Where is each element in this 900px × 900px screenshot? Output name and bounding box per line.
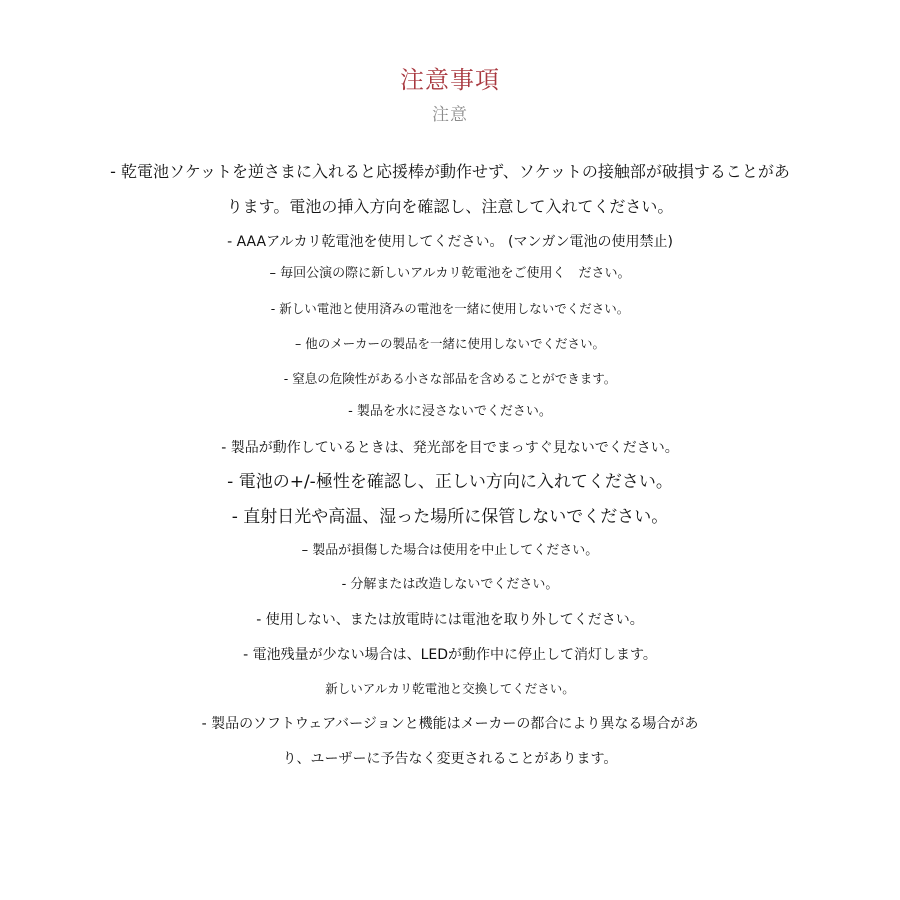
notice-line: - 分解または改造しないでください。 [341,577,559,592]
notice-line: り、ユーザーに予告なく変更されることがあります。 [282,751,618,767]
notice-line: - 電池の+/-極性を確認し、正しい方向に入れてください。 [227,472,673,492]
notice-line: - 製品が動作しているときは、発光部を目でまっすぐ見ないでください。 [221,440,679,456]
notice-line: - 使用しない、または放電時には電池を取り外してください。 [256,612,644,628]
notice-line: - 窒息の危険性がある小さな部品を含めることができます。 [283,371,617,386]
notice-line: - 製品のソフトウェアバージョンと機能はメーカーの都合により異なる場合があ [201,716,699,732]
notice-line: - 電池残量が少ない場合は、LEDが動作中に停止して消灯します。 [243,647,657,663]
notice-line: - 直射日光や高温、湿った場所に保管しないでください。 [231,507,669,527]
notice-line: ります。電池の挿入方向を確認し、注意して入れてください。 [226,197,674,216]
notice-line: - 新しい電池と使用済みの電池を一緒に使用しないでください。 [270,301,630,316]
notice-line: - 乾電池ソケットを逆さまに入れると応援棒が動作せず、ソケットの接触部が破損することがあ [110,162,790,181]
page-subtitle: 注意 [432,105,468,125]
page-title: 注意事項 [400,66,500,94]
notice-line: 新しいアルカリ乾電池と交換してください。 [325,681,575,696]
notice-line: - 製品を水に浸さないでください。 [348,404,552,419]
notice-line: – 他のメーカーの製品を一緒に使用しないでください。 [295,336,605,351]
notice-line: – 製品が損傷した場合は使用を中止してください。 [301,543,599,558]
notice-line: – 毎回公演の際に新しいアルカリ乾電池をご使用く ださい。 [269,266,631,281]
notice-line: - AAAアルカリ乾電池を使用してください。 (マンガン電池の使用禁止) [227,234,673,250]
